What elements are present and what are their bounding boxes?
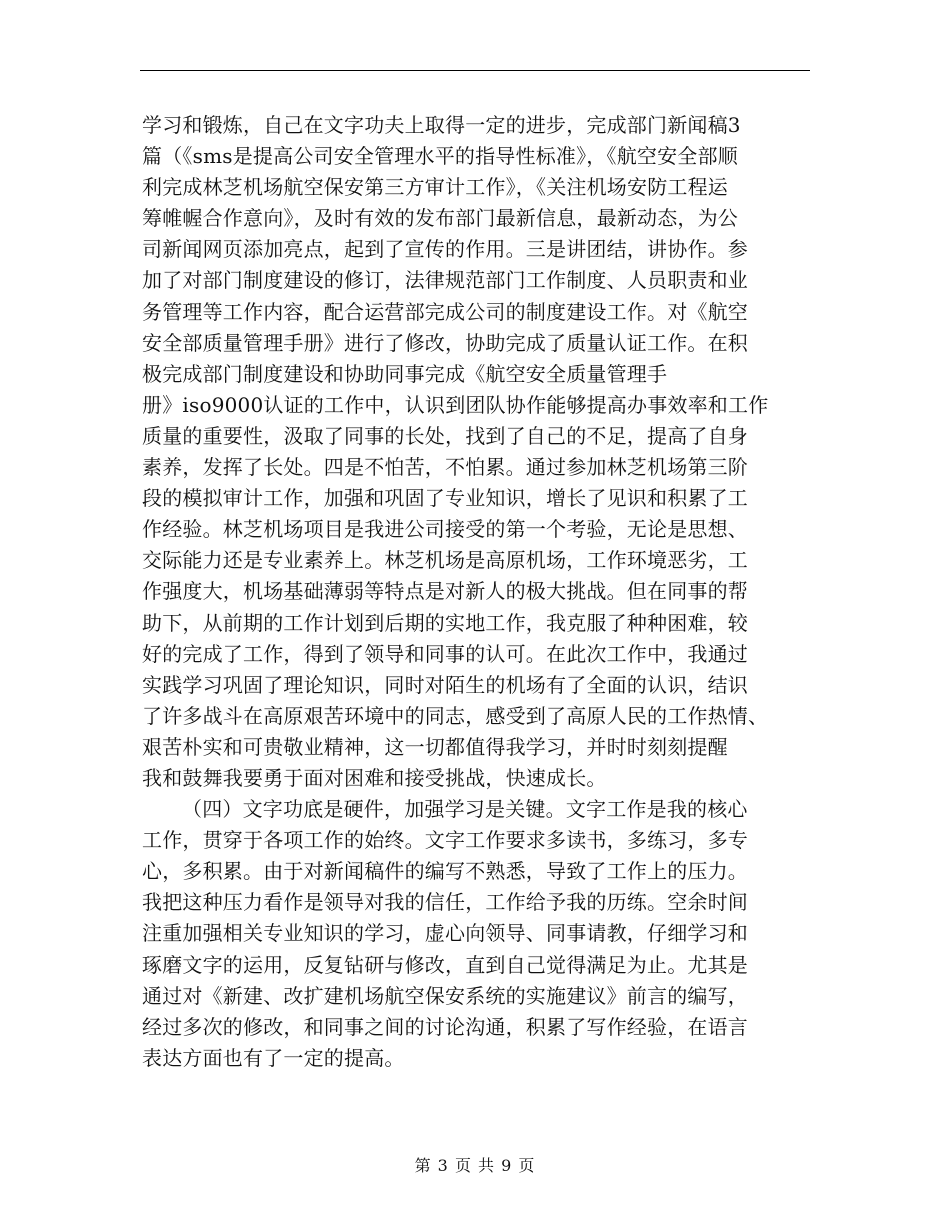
text-line: 篇（《sms是提高公司安全管理水平的指导性标准》，《航空安全部顺 <box>142 144 738 169</box>
text-line: 利完成林芝机场航空保安第三方审计工作》，《关注机场安防工程运 <box>142 175 728 200</box>
text-line: 我把这种压力看作是领导对我的信任，工作给予我的历练。空余时间 <box>142 890 748 915</box>
text-line: 安全部质量管理手册》进行了修改，协助完成了质量认证工作。在积 <box>142 330 748 355</box>
text-line: 筹帷幄合作意向》，及时有效的发布部门最新信息，最新动态，为公 <box>142 206 738 231</box>
text-line: 交际能力还是专业素养上。林芝机场是高原机场，工作环境恶劣，工 <box>142 548 748 573</box>
text-line: 好的完成了工作，得到了领导和同事的认可。在此次工作中，我通过 <box>142 641 748 666</box>
text-line: 心，多积累。由于对新闻稿件的编写不熟悉，导致了工作上的压力。 <box>142 859 748 884</box>
text-line: 助下，从前期的工作计划到后期的实地工作，我克服了种种困难，较 <box>142 610 748 635</box>
text-line: 素养，发挥了长处。四是不怕苦，不怕累。通过参加林芝机场第三阶 <box>142 455 748 480</box>
text-line: 作强度大，机场基础薄弱等特点是对新人的极大挑战。但在同事的帮 <box>142 579 748 604</box>
text-line: 艰苦朴实和可贵敬业精神，这一切都值得我学习，并时时刻刻提醒 <box>142 734 728 759</box>
text-line: 实践学习巩固了理论知识，同时对陌生的机场有了全面的认识，结识 <box>142 672 748 697</box>
page-number-footer: 第 3 页 共 9 页 <box>414 1156 536 1175</box>
text-line: 经过多次的修改，和同事之间的讨论沟通，积累了写作经验，在语言 <box>142 1014 748 1039</box>
text-line: 作经验。林芝机场项目是我进公司接受的第一个考验，无论是思想、 <box>142 517 748 542</box>
text-line: 注重加强相关专业知识的学习，虚心向领导、同事请教，仔细学习和 <box>142 921 748 946</box>
text-line: 极完成部门制度建设和协助同事完成《航空安全质量管理手 <box>142 361 668 386</box>
text-line: 司新闻网页添加亮点，起到了宣传的作用。三是讲团结，讲协作。参 <box>142 237 748 262</box>
body-text <box>142 110 802 1074</box>
paragraph-start-line: （四）文字功底是硬件，加强学习是关键。文字工作是我的核心 <box>182 797 748 822</box>
text-line: 了许多战斗在高原艰苦环境中的同志，感受到了高原人民的工作热情、 <box>142 703 769 728</box>
text-line: 加了对部门制度建设的修订，法律规范部门工作制度、人员职责和业 <box>142 268 748 293</box>
text-line: 工作，贯穿于各项工作的始终。文字工作要求多读书，多练习，多专 <box>142 828 748 853</box>
text-line: 表达方面也有了一定的提高。 <box>142 1045 405 1070</box>
text-line: 琢磨文字的运用，反复钻研与修改，直到自己觉得满足为止。尤其是 <box>142 952 748 977</box>
text-line: 学习和锻炼，自己在文字功夫上取得一定的进步，完成部门新闻稿3 <box>142 113 741 137</box>
text-line: 册》iso9000认证的工作中，认识到团队协作能够提高办事效率和工作 <box>142 392 769 417</box>
text-line: 段的模拟审计工作，加强和巩固了专业知识，增长了见识和积累了工 <box>142 486 748 511</box>
header-rule <box>140 70 810 71</box>
text-line: 务管理等工作内容，配合运营部完成公司的制度建设工作。对《航空 <box>142 299 748 324</box>
text-line: 我和鼓舞我要勇于面对困难和接受挑战，快速成长。 <box>142 765 607 790</box>
text-line: 通过对《新建、改扩建机场航空保安系统的实施建议》前言的编写， <box>142 983 748 1008</box>
text-line: 质量的重要性，汲取了同事的长处，找到了自己的不足，提高了自身 <box>142 423 748 448</box>
